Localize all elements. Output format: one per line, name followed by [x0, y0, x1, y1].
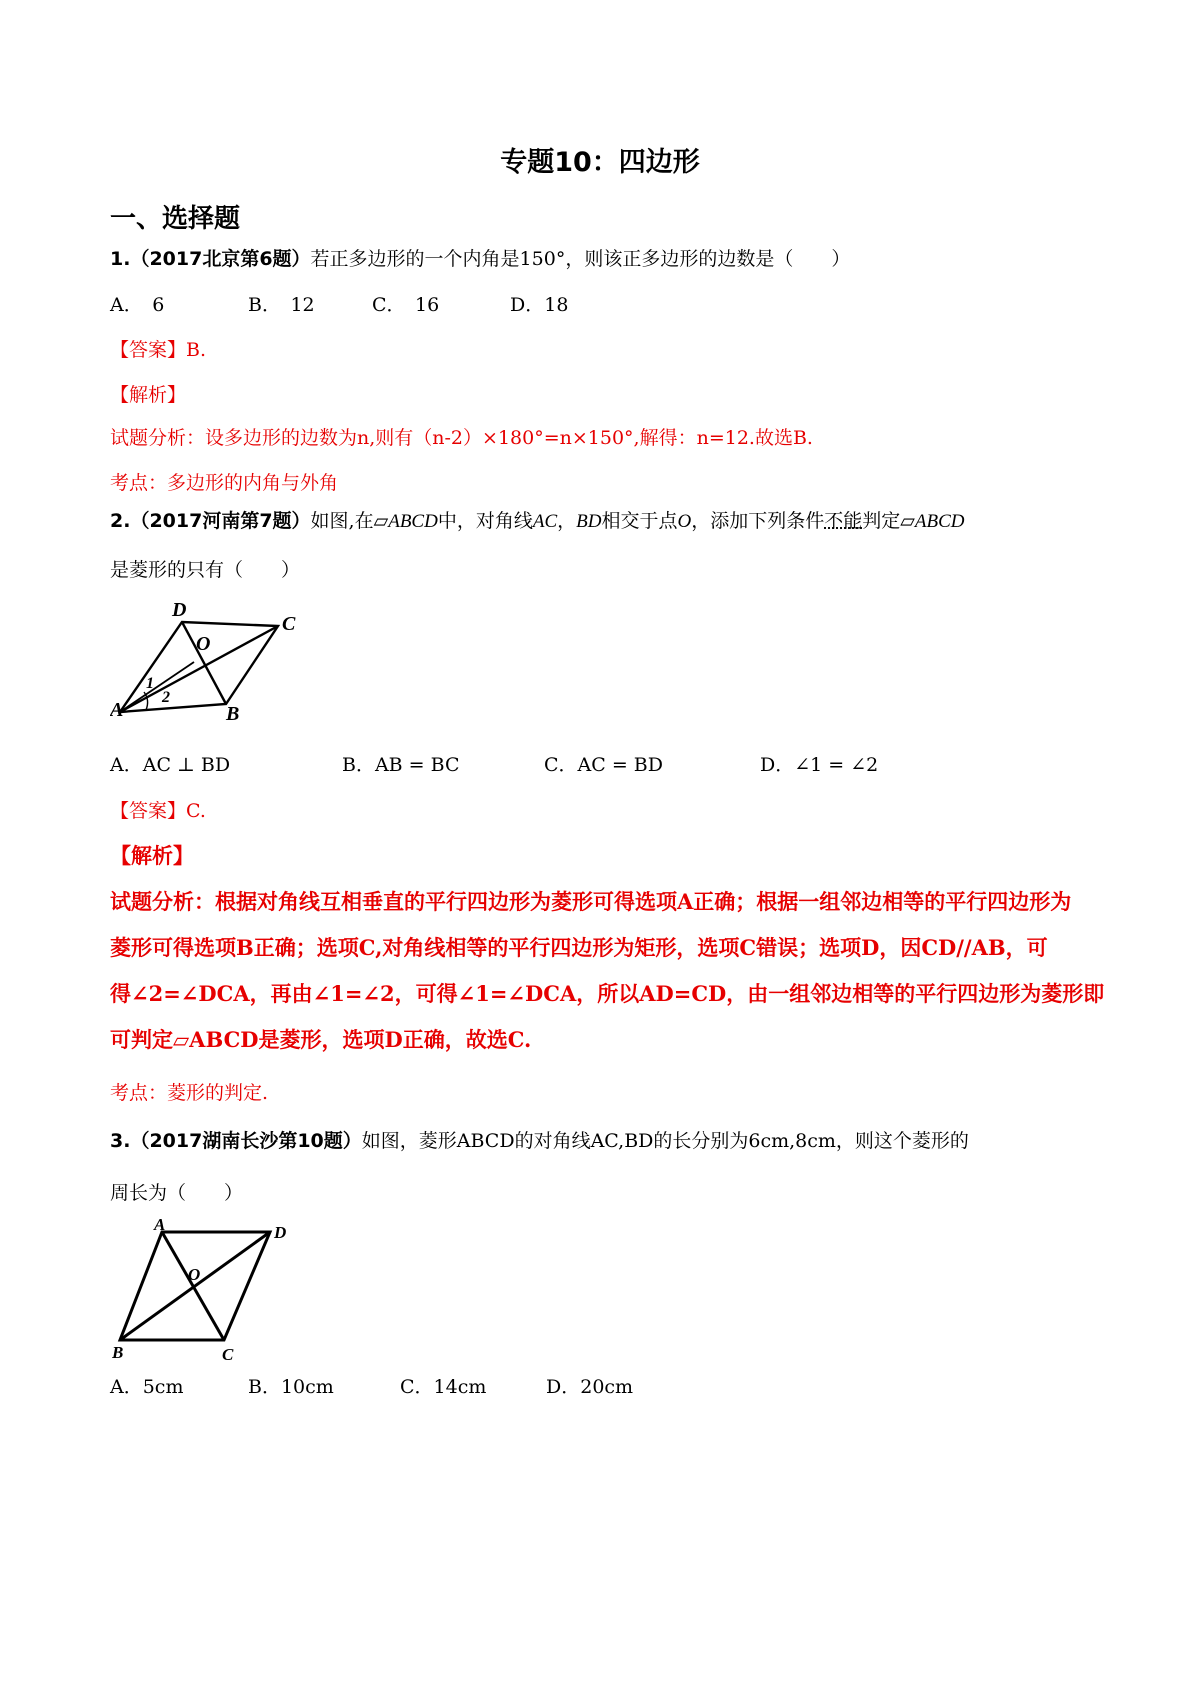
q1-option-d: D．18 [510, 294, 569, 316]
q2-label-o: O [196, 633, 211, 655]
q2-angle-helper [120, 662, 194, 712]
q2-text-f: BD [576, 511, 602, 532]
question-2-line1: 2.（2017河南第7题）如图,在▱ABCD中，对角线AC，BD相交于点O，添加下列条件不能判定▱ABCD [110, 510, 965, 532]
q1-option-b: B． 12 [248, 294, 315, 316]
q2-parallelogram-figure [110, 592, 315, 742]
q2-text-a: 如图,在 [310, 510, 374, 532]
q2-analysis-line4: 可判定▱ABCD是菱形，选项D正确，故选C. [110, 1027, 532, 1052]
q2-option-a: A．AC ⊥ BD [110, 754, 231, 776]
question-3-line2: 周长为（ ） [110, 1182, 244, 1204]
question-3-text: 如图，菱形ABCD的对角线AC,BD的长分别为6cm,8cm，则这个菱形的 [361, 1130, 969, 1152]
question-1 [110, 244, 850, 271]
q2-analysis-line1: 试题分析：根据对角线互相垂直的平行四边形为菱形可得选项A正确；根据一组邻边相等的平行四边形为 [110, 889, 1072, 914]
q2-analysis-line2: 菱形可得选项B正确；选项C,对角线相等的平行四边形为矩形，选项C错误；选项D，因CD//AB，可 [110, 935, 1048, 960]
q2-text-g: 相交于点 [601, 510, 678, 532]
q1-analysis: 试题分析：设多边形的边数为n,则有（n-2）×180°=n×150°,解得：n=12.故选B. [110, 427, 813, 449]
q2-label-d: D [172, 599, 187, 621]
q2-text-k: 判定 [862, 510, 901, 532]
q3-label-c: C [222, 1345, 234, 1364]
q3-option-c: C．14cm [400, 1376, 487, 1398]
q1-analysis-label: 【解析】 [110, 384, 187, 406]
q2-label-angle2: 2 [162, 689, 170, 706]
q2-text-h: O [677, 511, 692, 532]
q2-label-angle1: 1 [146, 675, 154, 692]
q2-option-c: C．AC = BD [544, 754, 663, 776]
q3-label-a: A [154, 1218, 166, 1234]
q2-text-i: ，添加下列条件 [691, 510, 825, 532]
q2-text-b: ABCD [388, 511, 438, 532]
q1-option-c: C． 16 [372, 294, 440, 316]
q2-emphasis-buneng: 不能 [824, 510, 863, 532]
question-2-tag: 2.（2017河南第7题） [110, 510, 311, 532]
q3-option-a: A．5cm [110, 1376, 184, 1398]
q2-label-c: C [282, 613, 296, 635]
q1-option-a: A． 6 [110, 294, 165, 316]
question-1-tag: 1.（2017北京第6题） [110, 248, 311, 270]
q3-label-d: D [274, 1223, 287, 1242]
q2-point: 考点：菱形的判定. [110, 1082, 269, 1104]
q3-label-o: O [188, 1265, 201, 1284]
q2-text-d: AC [532, 511, 558, 532]
q2-text-c: 中，对角线 [437, 510, 533, 532]
q2-option-b: B．AB = BC [342, 754, 460, 776]
q2-analysis-label: 【解析】 [110, 843, 194, 868]
q3-label-b: B [112, 1343, 124, 1362]
question-3-line1 [110, 1126, 969, 1153]
q1-point: 考点：多边形的内角与外角 [110, 472, 339, 494]
q2-answer: 【答案】C. [110, 800, 206, 822]
q3-option-d: D．20cm [546, 1376, 634, 1398]
q2-option-d: D．∠1 = ∠2 [760, 754, 879, 776]
q2-analysis-line3: 得∠2=∠DCA，再由∠1=∠2，可得∠1=∠DCA，所以AD=CD，由一组邻边相等的平行四边形为菱形即 [110, 981, 1105, 1006]
question-2-line2: 是菱形的只有（ ） [110, 559, 301, 581]
question-3-tag: 3.（2017湖南长沙第10题） [110, 1130, 362, 1152]
q2-text-l: ABCD [914, 511, 965, 532]
q2-text-e: ， [557, 510, 577, 532]
q3-rhombus-figure [112, 1218, 302, 1368]
q1-answer: 【答案】B. [110, 339, 207, 361]
q2-label-a: A [110, 699, 124, 721]
section-heading: 一、选择题 [110, 204, 241, 234]
q2-label-b: B [226, 703, 240, 725]
q3-option-b: B．10cm [248, 1376, 334, 1398]
page-title: 专题10：四边形 [500, 147, 700, 178]
question-1-text: 若正多边形的一个内角是150°，则该正多边形的边数是（ ） [310, 248, 851, 270]
